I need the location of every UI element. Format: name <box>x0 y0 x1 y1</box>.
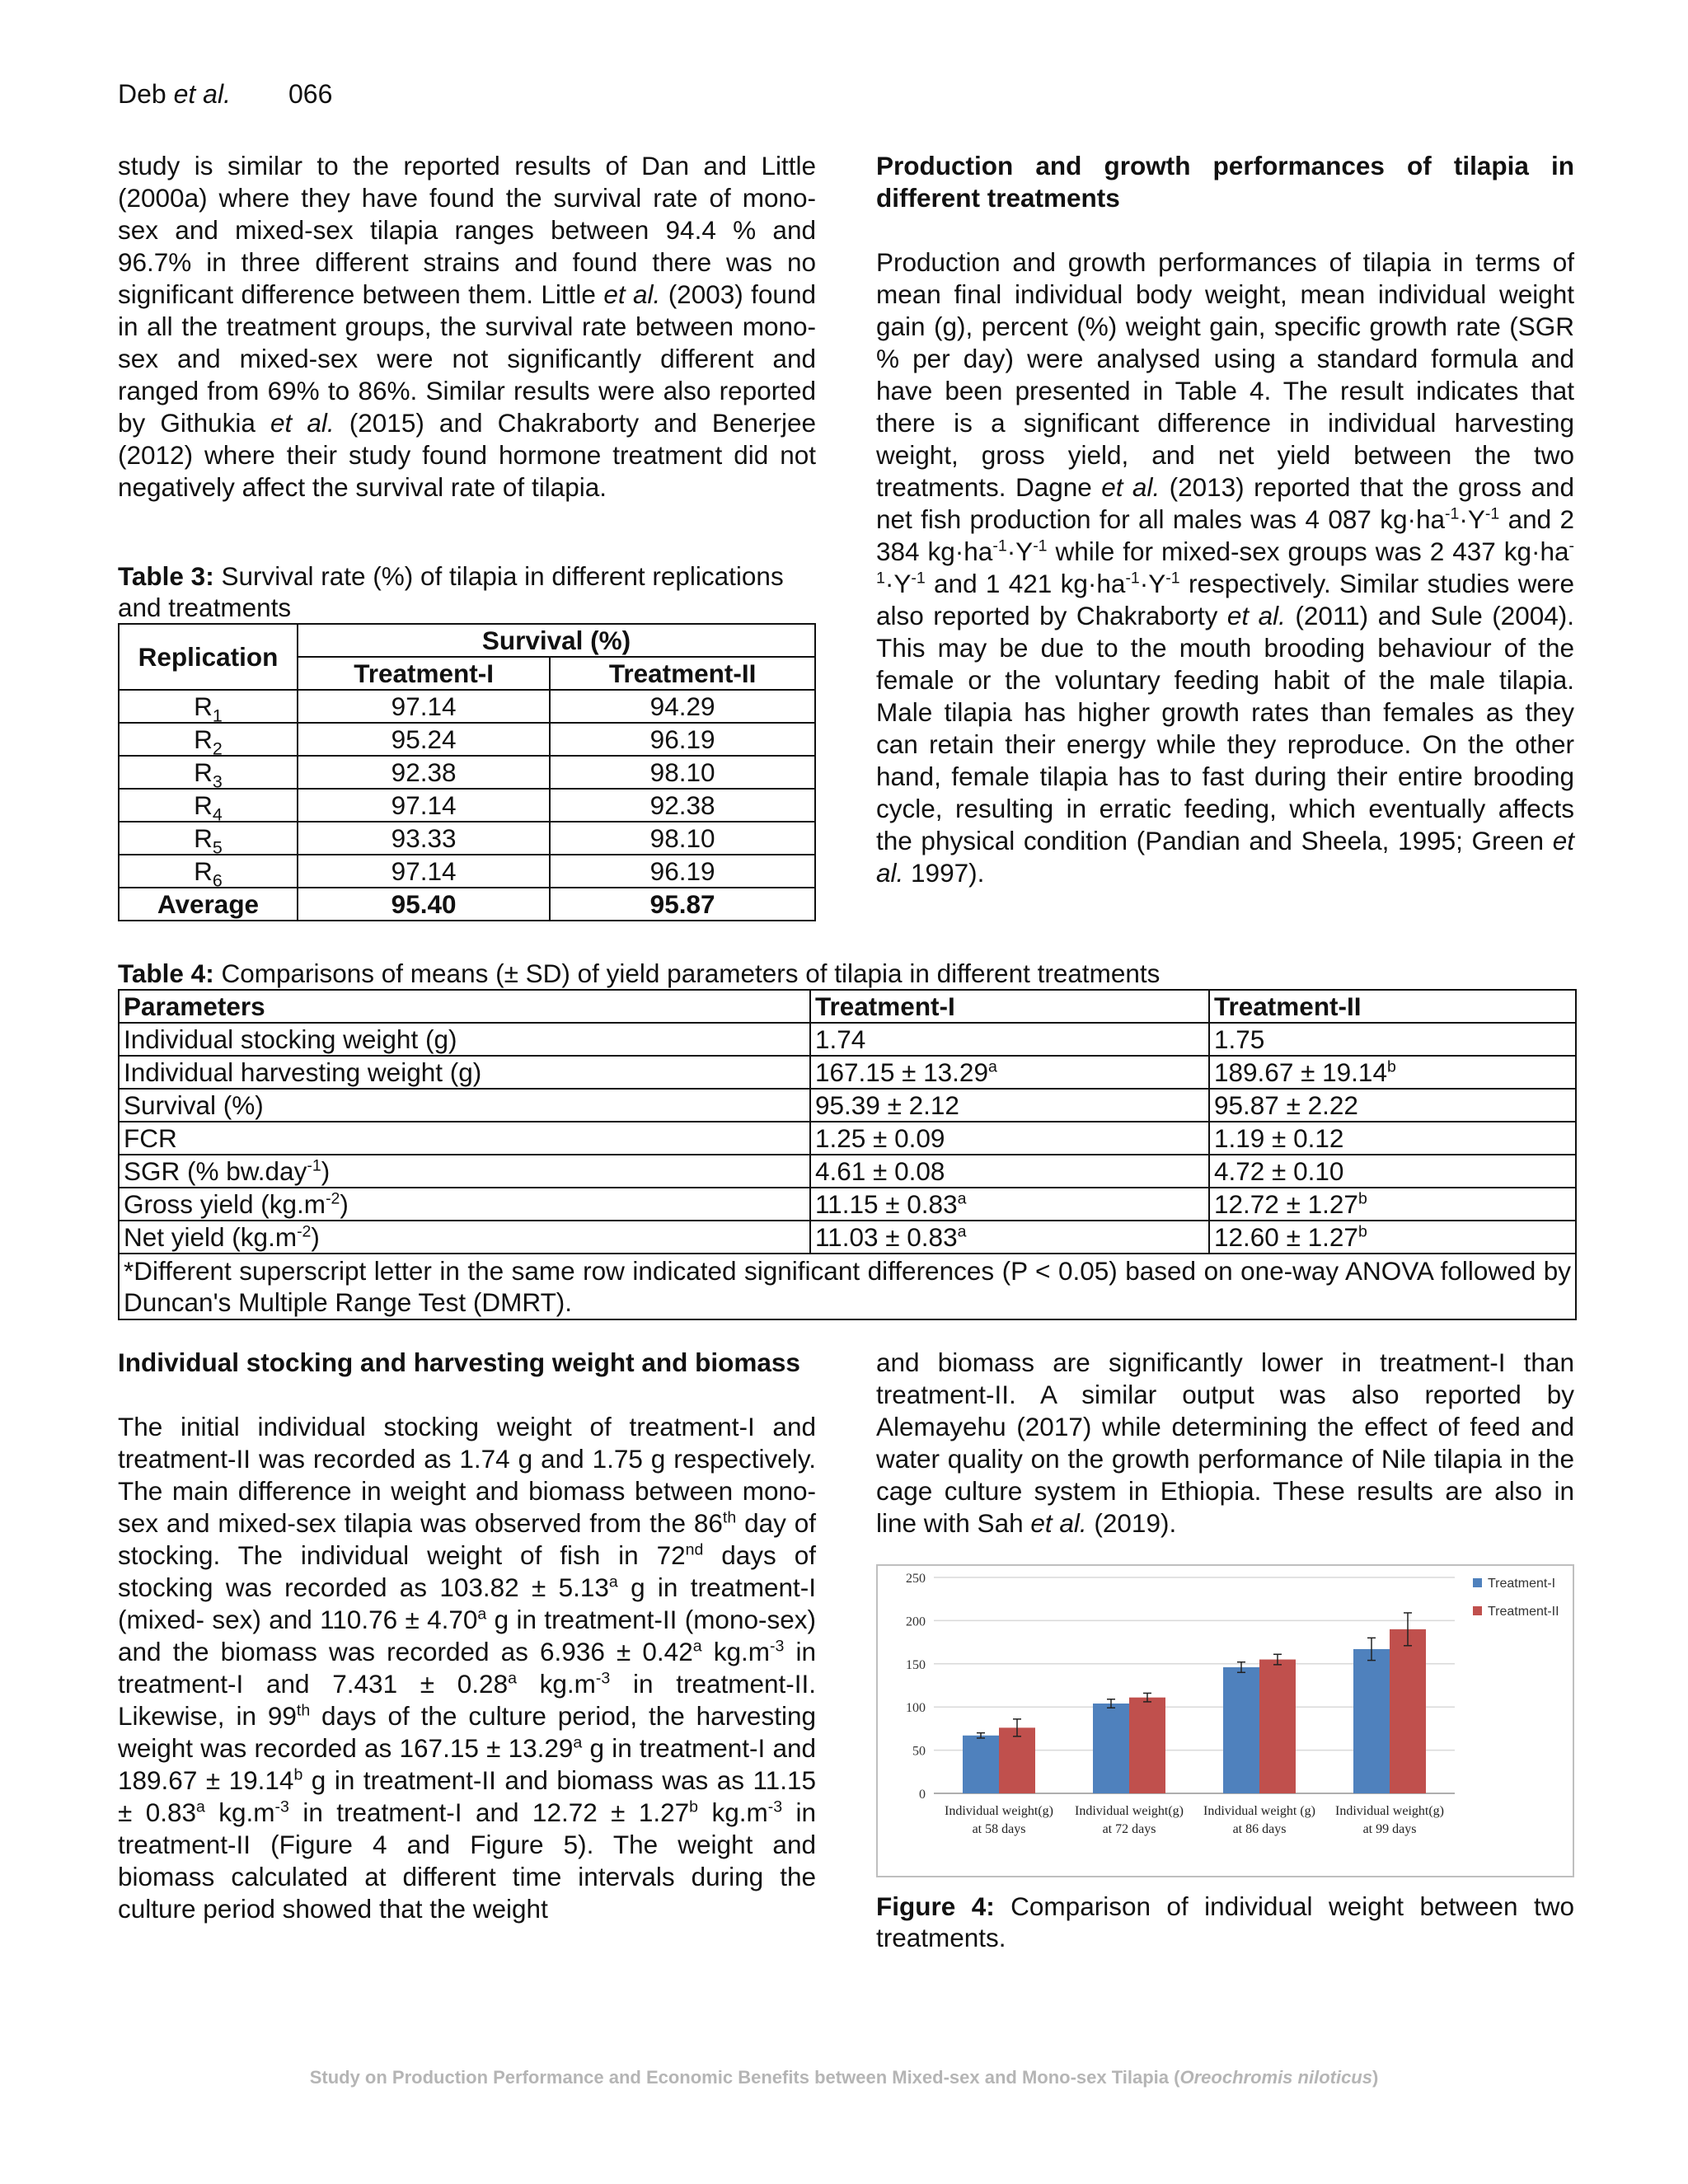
table-row <box>119 1023 1576 1056</box>
y-tick-label: 50 <box>912 1744 926 1759</box>
replication-cell: $R_3$ <box>119 756 298 789</box>
treatment-1-cell: 97.14 <box>298 789 550 822</box>
table-note-row <box>119 1254 1576 1319</box>
legend-swatch <box>1473 1606 1482 1615</box>
treatment-1-cell: 1.25 ± 0.09 <box>810 1122 1209 1155</box>
treatment-1-cell: 92.38 <box>298 756 550 789</box>
left-column-top <box>118 150 816 504</box>
treatment-2-cell: 12.72 ± 1.27$^b$ <box>1209 1188 1576 1221</box>
replication-cell: $R_6$ <box>119 855 298 888</box>
treatment-1-cell: 4.61 ± 0.08 <box>810 1155 1209 1188</box>
treatment-1-cell: 95.39 ± 2.12 <box>810 1089 1209 1122</box>
paragraph: The initial individual stocking weight of treatment-I and treatment-II was recorded as 1.74 g and 1.75 g respectively. The main difference in weight and biomass between mono-sex and mixed-sex tilapia was observed from the 86th day of stocking. The individual weight of fish in 72nd days of stocking was recorded as 103.82 ± 5.13$^a$ g in treatment-I (mixed- sex) and 110.76 ± 4.70$^a$ g in treatment-II (mono-sex) and the biomass was recorded as 6.936 ± 0.42$^a$ $kg.m^{-3}$ in treatment-I and 7.431 ± 0.28$^a$ $kg.m^{-3}$ in treatment-II. Likewise, in 99th days of the culture period, the harvesting weight was recorded as 167.15 ± 13.29$^a$ g in treatment-I and 189.67 ± 19.14$^b$ g in treatment-II and biomass was as 11.15 ± 0.83$^a$ $kg.m^{-3}$ in treatment-I and 12.72 ± 1.27$^b$ $kg.m^{-3}$ in treatment-II (Figure 4 and Figure 5). The weight and biomass calculated at different time intervals during the culture period showed that the weight <box>118 1412 817 1924</box>
paragraph: study is similar to the reported results of Dan and Little (2000a) where they have found the survival rate of mono-sex and mixed-sex tilapia ranges between 94.4 % and 96.7% in three different strains and found there was no significant difference between them. Little et al. (2003) found in all the treatment groups, the survival rate between mono-sex and mixed-sex were not significantly different and ranged from 69% to 86%. Similar results were also reported by Githukia et al. (2015) and Chakraborty and Benerjee (2012) where their study found hormone treatment did not negatively affect the survival rate of tilapia. <box>118 151 816 502</box>
table-row <box>119 822 815 855</box>
treatment-2-cell: 95.87 ± 2.22 <box>1209 1089 1576 1122</box>
average-t2: 95.87 <box>550 888 815 921</box>
x-tick-label: at 72 days <box>1102 1822 1156 1836</box>
treatment-1-cell: 97.14 <box>298 855 550 888</box>
treatment-1-cell: 11.15 ± 0.83$^a$ <box>810 1188 1209 1221</box>
parameter-cell: FCR <box>119 1122 810 1155</box>
treatment-1-cell: 167.15 ± 13.29$^a$ <box>810 1056 1209 1089</box>
treatment-2-cell: 12.60 ± 1.27$^b$ <box>1209 1221 1576 1254</box>
table-row <box>119 1089 1576 1122</box>
survival-table <box>118 623 816 921</box>
table-row <box>119 756 815 789</box>
table-row <box>119 855 815 888</box>
legend-label: Treatment-II <box>1488 1605 1559 1619</box>
section-heading: Individual stocking and harvesting weight and biomass <box>118 1347 800 1377</box>
replication-cell: $R_4$ <box>119 789 298 822</box>
treatment-2-cell: 1.75 <box>1209 1023 1576 1056</box>
treatment-2-cell: 94.29 <box>550 690 815 723</box>
treatment-1-cell: 11.03 ± 0.83$^a$ <box>810 1221 1209 1254</box>
section-heading: Production and growth performances of tilapia in different treatments <box>876 151 1574 213</box>
treatment-1-cell: 95.24 <box>298 723 550 756</box>
parameter-cell: Individual stocking weight (g) <box>119 1023 810 1056</box>
x-tick-label: at 86 days <box>1232 1822 1287 1836</box>
parameter-cell: Individual harvesting weight (g) <box>119 1056 810 1089</box>
col-replication: Replication <box>119 624 298 690</box>
parameter-cell: Gross yield $(kg.m^{-2})$ <box>119 1188 810 1221</box>
table3-caption: Table 3: Survival rate (%) of tilapia in different replications and treatments <box>118 561 784 622</box>
col-treatment-2: Treatment-II <box>550 657 815 690</box>
treatment-1-cell: 97.14 <box>298 690 550 723</box>
table-row-average <box>119 888 815 921</box>
x-tick-label: at 58 days <box>972 1822 1026 1836</box>
legend-swatch <box>1473 1578 1482 1587</box>
replication-cell: $R_1$ <box>119 690 298 723</box>
treatment-2-cell: 92.38 <box>550 789 815 822</box>
col-treatment-1: Treatment-I <box>810 990 1209 1023</box>
parameter-cell: Net yield $(kg.m^{-2})$ <box>119 1221 810 1254</box>
bar <box>1129 1698 1165 1793</box>
y-tick-label: 100 <box>906 1701 926 1716</box>
table-row <box>119 1221 1576 1254</box>
yield-table <box>118 989 1577 1320</box>
header-author: Deb et al. <box>118 79 231 109</box>
col-parameters: Parameters <box>119 990 810 1023</box>
paragraph: Production and growth performances of tilapia in terms of mean final individual body weight, mean individual weight gain (g), percent (%) weight gain, specific growth rate (SGR % per day) were analysed using a standard formula and have been presented in Table 4. The result indicates that there is a significant difference in individual harvesting weight, gross yield, and net yield between the two treatments. Dagne et al. (2013) reported that the gross and net fish production for all males was 4 087 $kg\cdot ha^{-1}\cdot Y^{-1}$ and 2 384 $kg\cdot ha^{-1}\cdot Y^{-1}$ while for mixed-sex groups was 2 437 $kg\cdot ha^{-1}\cdot Y^{-1}$ and 1 421 $kg\cdot ha^{-1}\cdot Y^{-1}$ respectively. Similar studies were also reported by Chakraborty et al. (2011) and Sule (2004). This may be due to the mouth brooding behaviour of the female or the voluntary feeding habit of the male tilapia. Male tilapia has higher growth rates than females as they can retain their energy while they reproduce. On the other hand, female tilapia has to fast during their entire brooding cycle, resulting in erratic feeding, which eventually affects the physical condition (Pandian and Sheela, 1995; Green et al. 1997). <box>876 247 1575 888</box>
legend-label: Treatment-I <box>1488 1577 1556 1591</box>
y-tick-label: 150 <box>906 1657 926 1672</box>
bar <box>1093 1704 1129 1793</box>
treatment-2-cell: 189.67 ± 19.14$^b$ <box>1209 1056 1576 1089</box>
treatment-2-cell: 98.10 <box>550 822 815 855</box>
page-number: 066 <box>288 79 333 109</box>
bar <box>1223 1667 1259 1793</box>
treatment-2-cell: 96.19 <box>550 855 815 888</box>
right-column-top <box>876 150 1574 889</box>
replication-cell: $R_5$ <box>119 822 298 855</box>
bar <box>1259 1660 1296 1793</box>
right-column-bottom <box>876 1347 1574 1540</box>
table-row <box>119 1155 1576 1188</box>
x-tick-label: Individual weight (g) <box>1203 1804 1315 1818</box>
running-header <box>118 79 332 110</box>
figure-4-chart <box>876 1564 1574 1877</box>
table-row <box>119 690 815 723</box>
average-t1: 95.40 <box>298 888 550 921</box>
treatment-2-cell: 98.10 <box>550 756 815 789</box>
treatment-2-cell: 1.19 ± 0.12 <box>1209 1122 1576 1155</box>
col-survival: Survival (%) <box>298 624 815 657</box>
replication-cell: $R_2$ <box>119 723 298 756</box>
figure-4-caption: Figure 4: Comparison of individual weight between two treatments. <box>876 1891 1575 1952</box>
bar <box>1390 1629 1426 1793</box>
bar-chart <box>878 1566 1573 1876</box>
table-note: *Different superscript letter in the same row indicated significant differences (P < 0.05) based on one-way ANOVA followed by Duncan's Multiple Range Test (DMRT). <box>119 1254 1576 1319</box>
col-treatment-1: Treatment-I <box>298 657 550 690</box>
x-tick-label: Individual weight(g) <box>1335 1804 1444 1818</box>
treatment-2-cell: 96.19 <box>550 723 815 756</box>
col-treatment-2: Treatment-II <box>1209 990 1576 1023</box>
parameter-cell: SGR (% bw.day$^{-1}$) <box>119 1155 810 1188</box>
table4-caption: Table 4: Comparisons of means (± SD) of yield parameters of tilapia in different treatments <box>118 958 1160 988</box>
average-label: Average <box>119 888 298 921</box>
table-row <box>119 1056 1576 1089</box>
table-row <box>119 1122 1576 1155</box>
x-tick-label: at 99 days <box>1362 1822 1417 1836</box>
y-tick-label: 250 <box>906 1572 926 1586</box>
table-row <box>119 723 815 756</box>
running-footer: Study on Production Performance and Economic Benefits between Mixed-sex and Mono-sex Tilapia (Oreochromis niloticus) <box>309 2067 1379 2088</box>
treatment-1-cell: 93.33 <box>298 822 550 855</box>
x-tick-label: Individual weight(g) <box>1075 1804 1184 1818</box>
paragraph: and biomass are significantly lower in treatment-I than treatment-II. A similar output was also reported by Alemayehu (2017) while determining the effect of feed and water quality on the growth performance of Nile tilapia in the cage culture system in Ethiopia. These results are also in line with Sah et al. (2019). <box>876 1347 1574 1538</box>
parameter-cell: Survival (%) <box>119 1089 810 1122</box>
treatment-1-cell: 1.74 <box>810 1023 1209 1056</box>
y-tick-label: 0 <box>919 1788 926 1802</box>
bar <box>999 1727 1035 1793</box>
x-tick-label: Individual weight(g) <box>945 1804 1053 1818</box>
table-row <box>119 789 815 822</box>
bar <box>963 1736 999 1793</box>
left-column-bottom <box>118 1347 816 1925</box>
bar <box>1353 1649 1390 1793</box>
table-row <box>119 1188 1576 1221</box>
treatment-2-cell: 4.72 ± 0.10 <box>1209 1155 1576 1188</box>
y-tick-label: 200 <box>906 1615 926 1629</box>
